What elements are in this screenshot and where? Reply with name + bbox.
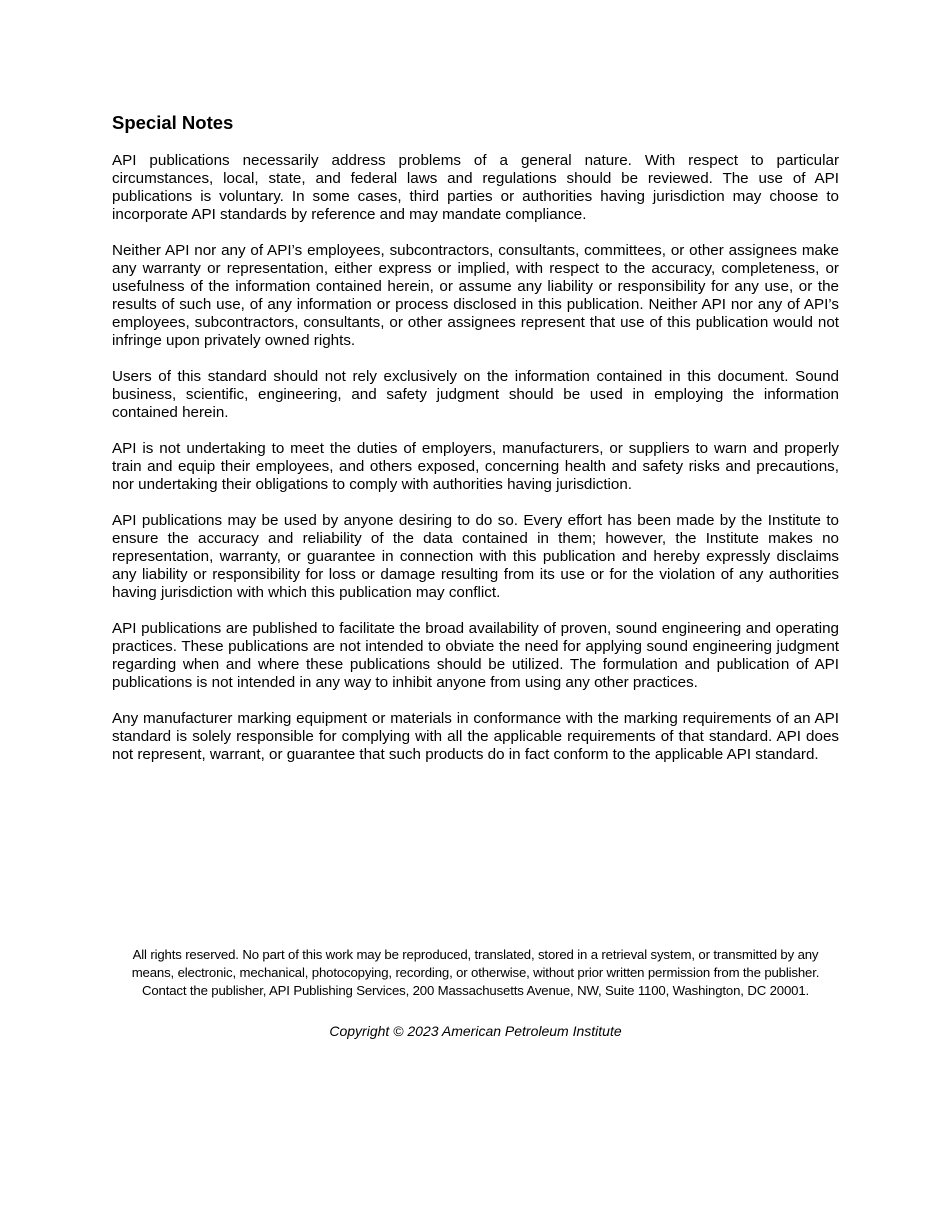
paragraph-disclaimer: API publications may be used by anyone desiring to do so. Every effort has been made by the Institute to ensure the accuracy and reliability of the data contained in them; however, the Institute makes no representation, warranty, or guarantee in connection with this publication and hereby expressly disclaims any liability or responsibility for loss or damage resulting from its use or for the violation of any authorities having jurisdiction with which this publication may conflict. <box>112 512 839 601</box>
page-title: Special Notes <box>112 112 234 133</box>
paragraph-user-judgment: Users of this standard should not rely exclusively on the information contained in this document. Sound business, scientific, engineering, and safety judgment should be used in employing the information contained herein. <box>112 368 839 421</box>
rights-reserved-notice <box>112 946 839 1000</box>
rights-line: means, electronic, mechanical, photocopying, recording, or otherwise, without prior written permission from the publisher. <box>131 965 820 980</box>
paragraph-voluntary-use: API publications necessarily address problems of a general nature. With respect to particular circumstances, local, state, and federal laws and regulations should be reviewed. The use of API publications is voluntary. In some cases, third parties or authorities having jurisdiction may choose to incorporate API standards by reference and may mandate compliance. <box>112 152 839 223</box>
rights-line: Contact the publisher, API Publishing Services, 200 Massachusetts Avenue, NW, Suite 1100, Washington, DC 20001. <box>141 983 810 998</box>
paragraph-purpose: API publications are published to facilitate the broad availability of proven, sound engineering and operating practices. These publications are not intended to obviate the need for applying sound engineering judgment regarding when and where these publications should be utilized. The formulation and publication of API publications is not intended in any way to inhibit anyone from using any other practices. <box>112 620 839 691</box>
paragraph-no-warranty: Neither API nor any of API’s employees, subcontractors, consultants, committees, or other assignees make any warranty or representation, either express or implied, with respect to the accuracy, completeness, or usefulness of the information contained herein, or assume any liability or responsibility for any use, or the results of such use, of any information or process disclosed in this publication. Neither API nor any of API’s employees, subcontractors, consultants, or other assignees represent that use of this publication would not infringe upon privately owned rights. <box>112 242 839 349</box>
copyright-notice: Copyright © 2023 American Petroleum Institute <box>329 1023 622 1039</box>
paragraph-employer-duties: API is not undertaking to meet the duties of employers, manufacturers, or suppliers to warn and properly train and equip their employees, and others exposed, concerning health and safety risks and precautions, nor undertaking their obligations to comply with authorities having jurisdiction. <box>112 440 839 493</box>
rights-line: All rights reserved. No part of this work may be reproduced, translated, stored in a retrieval system, or transmitted by any <box>132 947 819 962</box>
special-notes-body <box>112 152 839 782</box>
paragraph-manufacturer-marking: Any manufacturer marking equipment or materials in conformance with the marking requirements of an API standard is solely responsible for complying with all the applicable requirements of that standard. API does not represent, warrant, or guarantee that such products do in fact conform to the applicable API standard. <box>112 710 839 763</box>
